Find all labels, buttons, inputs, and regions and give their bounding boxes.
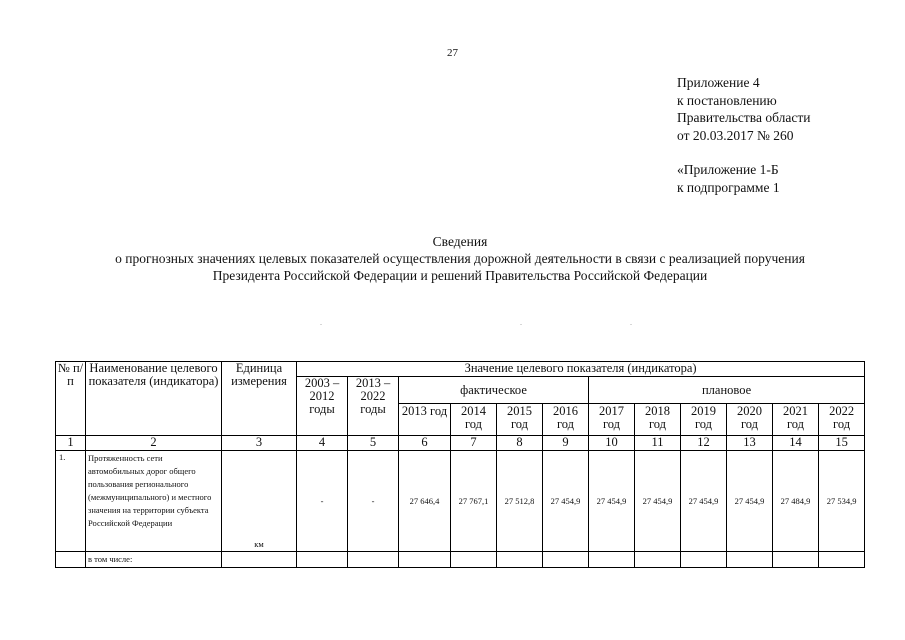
column-number: 6 bbox=[399, 436, 451, 451]
appendix-block bbox=[677, 74, 810, 196]
appendix-line: от 20.03.2017 № 260 bbox=[677, 127, 794, 143]
column-number: 7 bbox=[451, 436, 497, 451]
page-number: 27 bbox=[447, 47, 458, 59]
empty-cell bbox=[56, 552, 86, 568]
indicator-name: Протяженность сети автомобильных дорог общего пользования регионального (межмуниципального) и местного значения на территории субъекта Российской Федерации bbox=[86, 451, 222, 552]
header-name: Наименование целевого показателя (индикатора) bbox=[86, 362, 222, 436]
column-number: 15 bbox=[819, 436, 865, 451]
indicators-table bbox=[55, 361, 865, 568]
header-year: 2013 год bbox=[399, 404, 451, 436]
empty-cell bbox=[635, 552, 681, 568]
header-num: № п/п bbox=[56, 362, 86, 436]
column-number: 3 bbox=[222, 436, 297, 451]
empty-cell bbox=[399, 552, 451, 568]
value-cell: 27 454,9 bbox=[543, 451, 589, 552]
column-number: 4 bbox=[297, 436, 348, 451]
header-actual: фактическое bbox=[399, 377, 589, 404]
empty-cell bbox=[497, 552, 543, 568]
header-year: 2020 год bbox=[727, 404, 773, 436]
title-line: о прогнозных значениях целевых показателей осуществления дорожной деятельности в связи с реализацией поручения bbox=[115, 251, 805, 266]
column-number: 14 bbox=[773, 436, 819, 451]
empty-cell bbox=[297, 552, 348, 568]
value-cell: 27 534,9 bbox=[819, 451, 865, 552]
empty-cell bbox=[773, 552, 819, 568]
appendix-line: Правительства области bbox=[677, 110, 811, 125]
header-value: Значение целевого показателя (индикатора) bbox=[297, 362, 865, 377]
appendix-subline: к подпрограмме 1 bbox=[677, 179, 780, 195]
scan-specks: . bbox=[630, 318, 632, 327]
header-year: 2014 год bbox=[451, 404, 497, 436]
column-number: 8 bbox=[497, 436, 543, 451]
empty-cell bbox=[819, 552, 865, 568]
header-planned: плановое bbox=[589, 377, 865, 404]
empty-cell bbox=[589, 552, 635, 568]
scan-specks: . bbox=[320, 318, 322, 327]
header-period: 2003 – 2012 годы bbox=[297, 377, 348, 436]
value-cell: 27 454,9 bbox=[635, 451, 681, 552]
indicator-unit: км bbox=[222, 451, 297, 552]
appendix-line: к постановлению bbox=[677, 92, 777, 108]
empty-cell bbox=[451, 552, 497, 568]
header-unit: Единица измерения bbox=[222, 362, 297, 436]
header-year: 2017 год bbox=[589, 404, 635, 436]
header-row bbox=[56, 362, 865, 377]
value-cell: 27 484,9 bbox=[773, 451, 819, 552]
header-year: 2021 год bbox=[773, 404, 819, 436]
column-number: 13 bbox=[727, 436, 773, 451]
header-year: 2015 год bbox=[497, 404, 543, 436]
appendix-line: Приложение 4 bbox=[677, 75, 760, 90]
header-year: 2018 год bbox=[635, 404, 681, 436]
column-number: 2 bbox=[86, 436, 222, 451]
appendix-subline: «Приложение 1-Б bbox=[677, 162, 779, 177]
row-number: 1. bbox=[56, 451, 86, 552]
column-number: 5 bbox=[348, 436, 399, 451]
empty-cell bbox=[543, 552, 589, 568]
value-cell: - bbox=[348, 451, 399, 552]
value-cell: 27 454,9 bbox=[589, 451, 635, 552]
value-cell: 27 646,4 bbox=[399, 451, 451, 552]
title-line: Президента Российской Федерации и решений Правительства Российской Федерации bbox=[212, 268, 708, 283]
column-number-row bbox=[56, 436, 865, 451]
header-period: 2013 – 2022 годы bbox=[348, 377, 399, 436]
document-title bbox=[0, 233, 905, 284]
value-cell: 27 454,9 bbox=[681, 451, 727, 552]
header-year: 2016 год bbox=[543, 404, 589, 436]
title-heading: Сведения bbox=[432, 234, 488, 249]
header-year: 2022 год bbox=[819, 404, 865, 436]
column-number: 9 bbox=[543, 436, 589, 451]
header-year: 2019 год bbox=[681, 404, 727, 436]
scan-specks: . bbox=[520, 318, 522, 327]
value-cell: - bbox=[297, 451, 348, 552]
value-cell: 27 512,8 bbox=[497, 451, 543, 552]
column-number: 11 bbox=[635, 436, 681, 451]
table-row bbox=[56, 552, 865, 568]
empty-cell bbox=[681, 552, 727, 568]
empty-cell bbox=[222, 552, 297, 568]
column-number: 10 bbox=[589, 436, 635, 451]
value-cell: 27 767,1 bbox=[451, 451, 497, 552]
subrow-label: в том числе: bbox=[86, 552, 222, 568]
value-cell: 27 454,9 bbox=[727, 451, 773, 552]
table-row bbox=[56, 451, 865, 552]
column-number: 12 bbox=[681, 436, 727, 451]
empty-cell bbox=[727, 552, 773, 568]
empty-cell bbox=[348, 552, 399, 568]
column-number: 1 bbox=[56, 436, 86, 451]
